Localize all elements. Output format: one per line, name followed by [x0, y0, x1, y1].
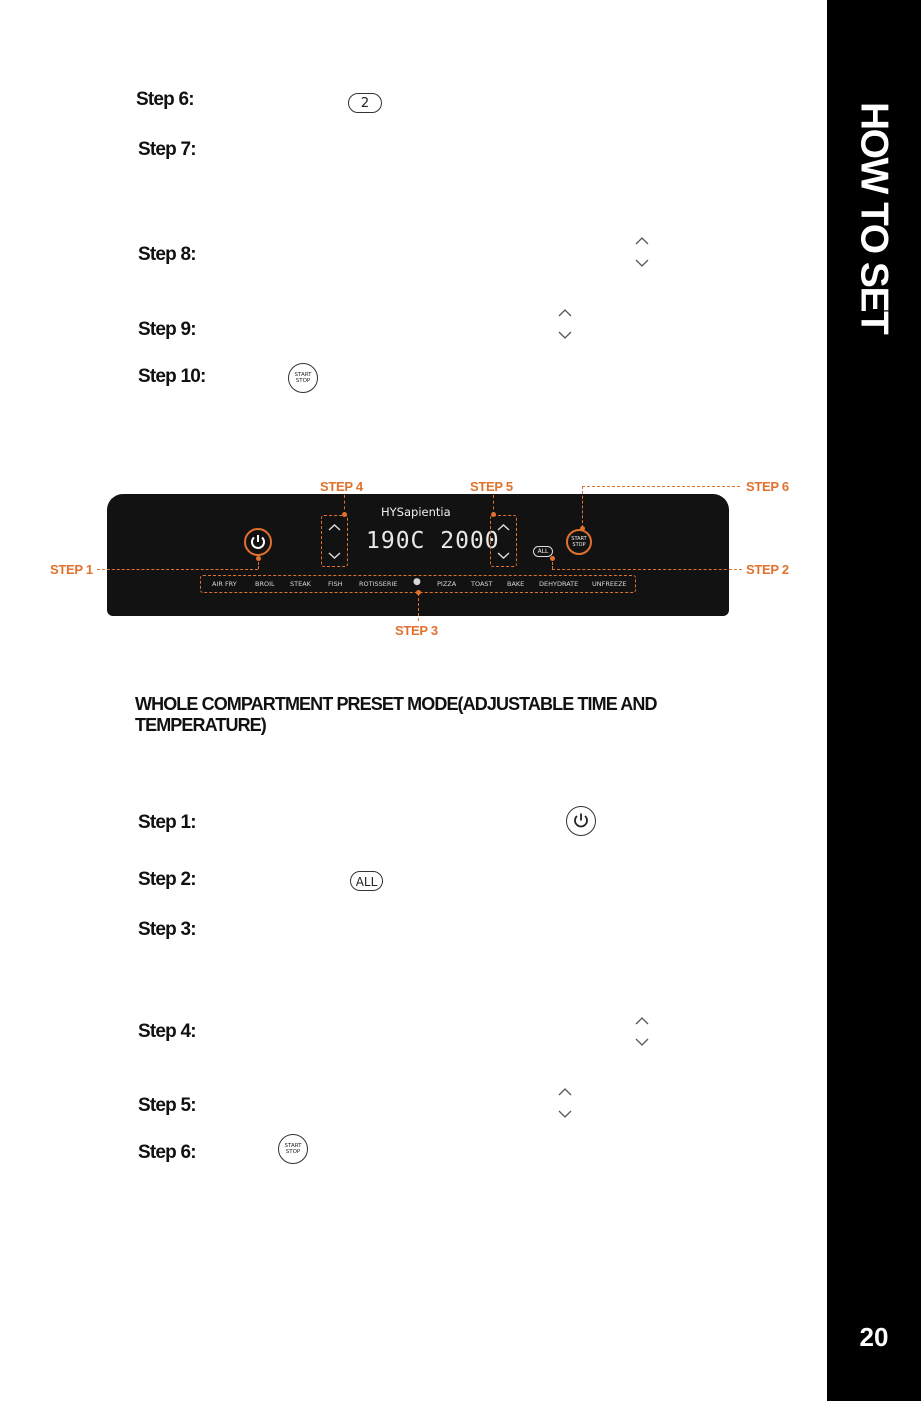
panel-display: 190C 2000 [366, 528, 500, 554]
page-number: 20 [859, 1322, 889, 1352]
chevron-up-icon [634, 1016, 650, 1026]
chevron-down-icon [557, 330, 573, 340]
mode-label: BAKE [507, 580, 525, 588]
stop-text: STOP [295, 378, 311, 384]
start-text: START [294, 372, 312, 378]
step-2-label: Step 2: [138, 869, 196, 890]
callout-step-5: STEP 5 [470, 479, 513, 494]
panel-all-button: ALL [533, 546, 553, 557]
panel-power-icon [244, 528, 272, 556]
callout-line [582, 486, 583, 528]
callout-line [418, 593, 419, 621]
panel-brand: HYSapientia [381, 505, 451, 519]
chevron-down-icon [557, 1109, 573, 1119]
callout-dot [342, 512, 347, 517]
callout-line [582, 486, 740, 487]
callout-line [97, 569, 258, 570]
panel-start-stop-button [566, 529, 592, 555]
section-heading: WHOLE COMPARTMENT PRESET MODE(ADJUSTABLE TIME AND TEMPERATURE) [135, 694, 657, 735]
callout-line [552, 569, 742, 570]
start-text: START [571, 536, 587, 542]
chevron-down-icon [634, 258, 650, 268]
step-9-label: Step 9: [138, 319, 196, 340]
mode-label: FISH [328, 580, 343, 588]
step-4-label: Step 4: [138, 1021, 196, 1042]
step-3-label: Step 3: [138, 919, 196, 940]
time-arrows-box [490, 515, 517, 567]
callout-dot [580, 526, 585, 531]
stop-text: STOP [285, 1149, 301, 1155]
callout-step-2: STEP 2 [746, 562, 789, 577]
chevron-up-icon [557, 308, 573, 318]
chevron-up-icon [634, 236, 650, 246]
mode-label: STEAK [290, 580, 311, 588]
chevron-up-icon [557, 1087, 573, 1097]
callout-dot [256, 556, 261, 561]
start-stop-button-icon [278, 1134, 308, 1164]
mode-label: TOAST [471, 580, 493, 588]
mode-label: ROTISSERIE [359, 580, 398, 588]
stop-text: STOP [572, 542, 586, 548]
mode-label: AIR FRY [212, 580, 237, 588]
power-icon [566, 806, 596, 836]
mode-label: PIZZA [437, 580, 457, 588]
chevron-down-icon [634, 1037, 650, 1047]
callout-step-1: STEP 1 [50, 562, 93, 577]
step-6-label: Step 6: [138, 1142, 196, 1163]
callout-step-4: STEP 4 [320, 479, 363, 494]
callout-dot [491, 512, 496, 517]
step-10-label: Step 10: [138, 366, 206, 387]
all-button-icon: ALL [350, 871, 383, 891]
step-7-label: Step 7: [138, 139, 196, 160]
callout-step-6: STEP 6 [746, 479, 789, 494]
start-text: START [284, 1143, 302, 1149]
mode-label: BROIL [255, 580, 275, 588]
light-bulb-icon: ● [413, 577, 421, 587]
section-title-vertical: HOW TO SET [852, 102, 896, 334]
mode-label: DEHYDRATE [539, 580, 579, 588]
start-stop-button-icon [288, 363, 318, 393]
callout-dot [550, 556, 555, 561]
button-2-icon: 2 [348, 93, 382, 113]
step-8-label: Step 8: [138, 244, 196, 265]
mode-label: UNFREEZE [592, 580, 627, 588]
step-5-label: Step 5: [138, 1095, 196, 1116]
step-6-label: Step 6: [136, 89, 194, 110]
callout-dot [416, 590, 421, 595]
callout-step-3: STEP 3 [395, 623, 438, 638]
step-1-label: Step 1: [138, 812, 196, 833]
temp-arrows-box [321, 515, 348, 567]
